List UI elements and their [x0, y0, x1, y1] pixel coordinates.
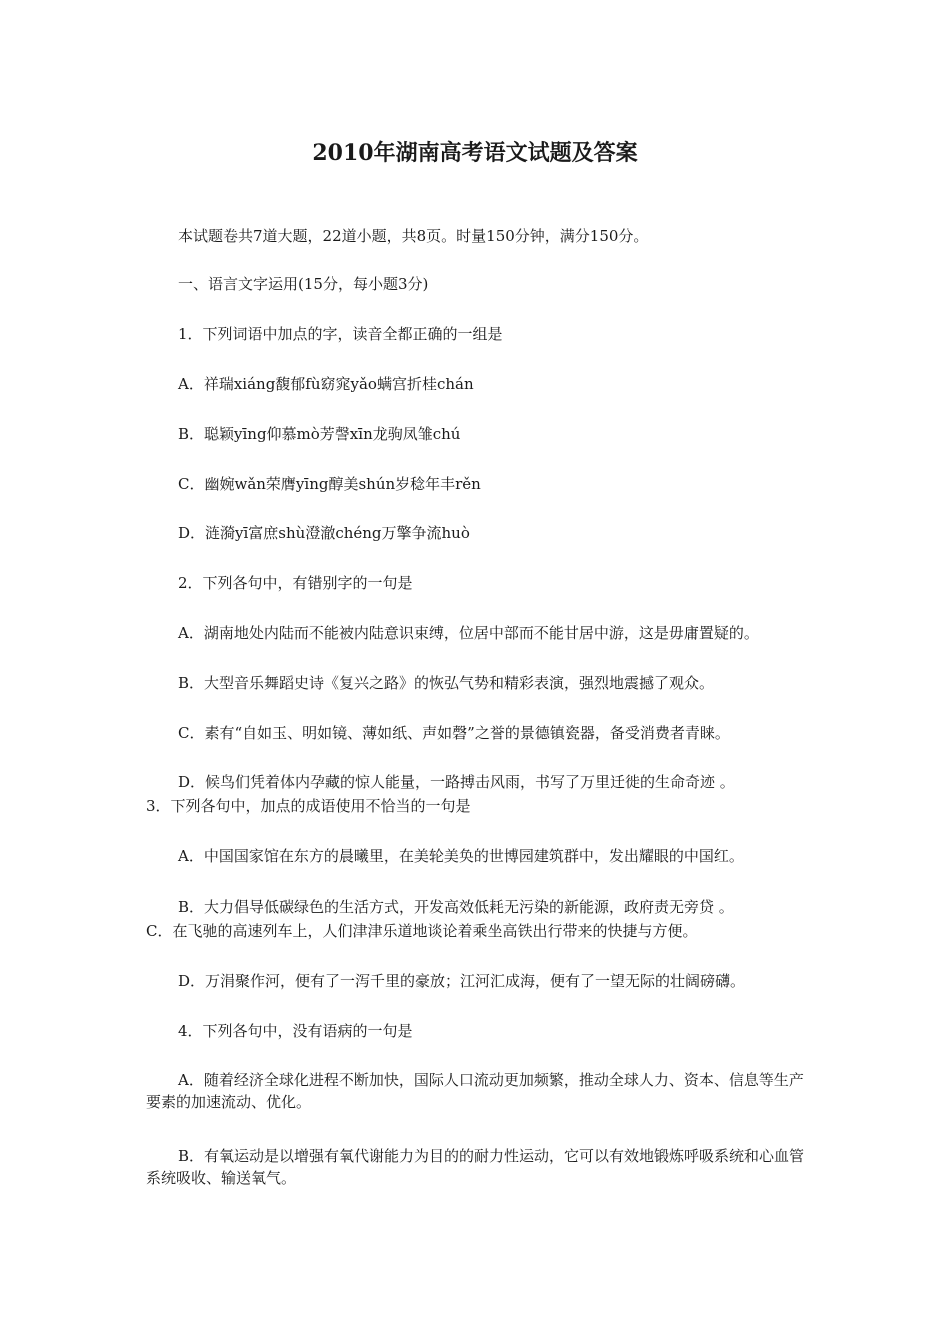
- question-1-option-d: D．涟漪yī富庶shù澄澈chéng万擎争流huò: [178, 524, 470, 542]
- question-2-option-b: B．大型音乐舞蹈史诗《复兴之路》的恢弘气势和精彩表演，强烈地震撼了观众。: [178, 674, 715, 692]
- question-3-stem: 3．下列各句中，加点的成语使用不恰当的一句是: [146, 797, 471, 815]
- section-heading: 一、语言文字运用(15分，每小题3分): [178, 275, 429, 293]
- intro-text: 本试题卷共7道大题，22道小题，共8页。时量150分钟，满分150分。: [178, 227, 649, 245]
- question-2-option-c: C．素有“自如玉、明如镜、薄如纸、声如磬”之誉的景德镇瓷器，备受消费者青睐。: [178, 724, 730, 742]
- question-1-option-a: A．祥瑞xiáng馥郁fù窈窕yǎo螨宫折桂chán: [178, 375, 474, 393]
- question-2-stem: 2．下列各句中，有错别字的一句是: [178, 574, 413, 592]
- question-3-option-b: B．大力倡导低碳绿色的生活方式，开发高效低耗无污染的新能源，政府责无旁贷 。: [178, 898, 734, 916]
- question-3-option-d: D．万涓聚作河，便有了一泻千里的豪放；江河汇成海，便有了一望无际的壮阔磅礴。: [178, 972, 746, 990]
- question-1-option-c: C．幽婉wǎn荣膺yīng醇美shún岁稔年丰rěn: [178, 475, 481, 493]
- question-4-option-b: B．有氧运动是以增强有氧代谢能力为目的的耐力性运动，它可以有效地锻炼呼吸系统和心血管系统吸收、输送氧气。: [146, 1147, 805, 1187]
- question-1-stem: 1．下列词语中加点的字，读音全都正确的一组是: [178, 325, 503, 343]
- question-3-option-a: A．中国国家馆在东方的晨曦里，在美轮美奂的世博园建筑群中，发出耀眼的中国红。: [178, 847, 744, 865]
- question-4-stem: 4．下列各句中，没有语病的一句是: [178, 1022, 413, 1040]
- question-1-option-b: B．聪颖yīng仰慕mò芳謦xīn龙驹凤雏chú: [178, 425, 461, 443]
- question-3-option-c: C．在飞驰的高速列车上，人们津津乐道地谈论着乘坐高铁出行带来的快捷与方便。: [146, 922, 698, 940]
- question-2-option-a: A．湖南地处内陆而不能被内陆意识束缚，位居中部而不能甘居中游，这是毋庸置疑的。: [178, 624, 759, 642]
- question-2-option-d: D．候鸟们凭着体内孕藏的惊人能量，一路搏击风雨，书写了万里迁徙的生命奇迹 。: [178, 773, 735, 791]
- question-4-option-a: A．随着经济全球化进程不断加快，国际人口流动更加频繁，推动全球人力、资本、信息等生产要素的加速流动、优化。: [146, 1071, 804, 1111]
- document-title: 2010年湖南高考语文试题及答案: [312, 140, 638, 166]
